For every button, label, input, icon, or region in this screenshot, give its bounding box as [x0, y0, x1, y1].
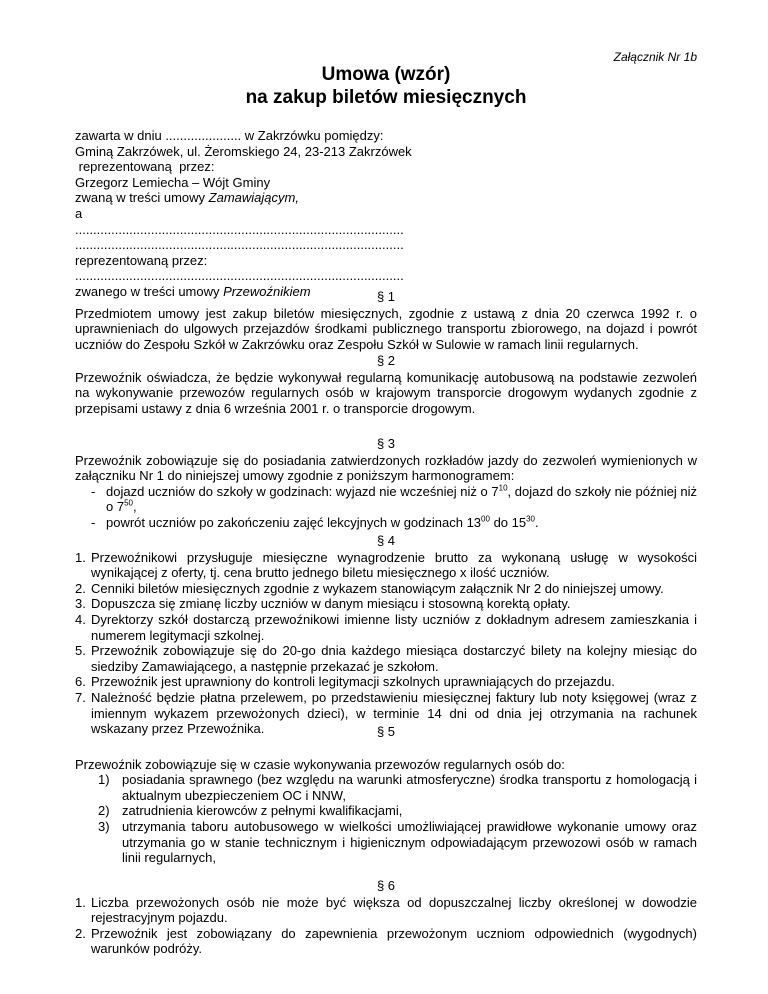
list-marker: -	[91, 483, 96, 499]
intro-text: zwaną w treści umowy	[75, 190, 209, 206]
list-item: 1) posiadania sprawnego (bez względu na warunki atmosferyczne) środka transportu z homologacją i aktualnym ubezpieczeniem OC i NNW,	[98, 772, 697, 803]
section-heading: § 3	[376, 436, 396, 451]
fill-in-line: ...........................................................................................	[75, 268, 404, 284]
intro-line: a	[75, 205, 83, 221]
party-name-carrier: Przewoźnikiem	[223, 283, 311, 299]
document-subtitle: na zakup biletów miesięcznych	[245, 87, 527, 108]
numbered-list	[75, 895, 697, 957]
list-item: 3) utrzymania taboru autobusowego w wielkości umożliwiającej prawidłowe wykonanie umowy oraz utrzymania go w stanie technicznym i higienicznym odpowiadającym przewozowi osób w ramach linii regularnych,	[98, 818, 697, 866]
list-item: 4. Dyrektorzy szkół dostarczą przewoźnikowi imienne listy uczniów z dokładnym adresem zamieszkania i numerem legitymacji szkolnej.	[75, 611, 697, 643]
list-item: 7. Należność będzie płatna przelewem, po przedstawieniu miesięcznej faktury lub noty księgowej (wraz z imiennym wykazem przewożonych dzieci), w terminie 14 dni od dnia jej otrzymania na rachunek wskazany przez Przewoźnika.	[75, 689, 697, 737]
intro-line: zawarta w dniu ..................... w Zakrzówku pomiędzy:	[75, 128, 384, 143]
section-2	[75, 353, 697, 416]
list-item: - dojazd uczniów do szkoły w godzinach: wyjazd nie wcześniej niż o $7^{10}$, dojazd do szkoły nie później niż o $7^{50}$,	[91, 483, 697, 515]
list-item: 1. Przewoźnikowi przysługuje miesięczne wynagrodzenie brutto za wykonaną usługę w wysokości wynikającej z oferty, tj. cena brutto jednego biletu miesięcznego x ilość uczniów.	[75, 549, 697, 581]
annex-label: Załącznik Nr 1b	[613, 50, 697, 64]
numbered-list	[75, 550, 697, 737]
party-name-ordering: Zamawiającym,	[208, 190, 299, 206]
list-item: 1. Liczba przewożonych osób nie może być większa od dopuszczalnej liczby określonej w dowodzie rejestracyjnym pojazdu.	[75, 894, 697, 926]
obligations-list	[75, 772, 697, 866]
section-text: Przewoźnik zobowiązuje się w czasie wykonywania przewozów regularnych osób do:	[75, 756, 565, 772]
section-text: Przewoźnik oświadcza, że będzie wykonywał regularną komunikację autobusową na podstawie zezwoleń na wykonywanie przewozów regularnych osób w krajowym transporcie drogowym wydanych zgodnie z przepisami ustawy z dnia 6 września 2001 r. o transporcie drogowym.	[75, 369, 697, 416]
section-1	[75, 289, 697, 352]
intro-text: zwanego w treści umowy	[75, 283, 224, 299]
document-title: Umowa (wzór)	[321, 64, 451, 85]
schedule-list	[75, 484, 697, 531]
list-item: 3. Dopuszcza się zmianę liczby uczniów w danym miesiącu i stosowną korektą opłaty.	[75, 596, 571, 612]
list-item: 2. Przewoźnik jest zobowiązany do zapewnienia przewożonym uczniom odpowiednich (wygodnych) warunków podróży.	[75, 925, 697, 957]
list-item: - powrót uczniów po zakończeniu zajęć lekcyjnych w godzinach $13^{00}$ do $15^{30}$.	[91, 514, 539, 530]
section-heading: § 5	[376, 724, 396, 739]
fill-in-line: ...........................................................................................	[75, 237, 404, 253]
section-4	[75, 533, 697, 737]
section-5	[75, 724, 697, 866]
section-text: Przewoźnik zobowiązuje się do posiadania zatwierdzonych rozkładów jazdy do zezwoleń wymienionych w załączniku Nr 1 do niniejszej umowy zgodnie z poniższym harmonogramem:	[75, 452, 697, 484]
section-text: Przedmiotem umowy jest zakup biletów miesięcznych, zgodnie z ustawą z dnia 20 czerwca 1992 r. o uprawnieniach do ulgowych przejazdów środkami publicznego transportu zbiorowego, na dojazd i powrót uczniów do Zespołu Szkół w Zakrzówku oraz Zespołu Szkół w Sulowie w ramach linii regularnych.	[75, 305, 697, 352]
fill-in-line: ...........................................................................................	[75, 221, 404, 237]
intro-line: reprezentowaną przez:	[75, 159, 215, 175]
section-heading: § 1	[376, 289, 396, 304]
list-item: 5. Przewoźnik zobowiązuje się do 20-go dnia każdego miesiąca dostarczyć bilety na kolejny miesiąc do siedziby Zamawiającego, a następnie przekazać je szkołom.	[75, 643, 697, 674]
contract-parties	[75, 128, 412, 300]
section-6	[75, 878, 697, 957]
list-item: 2. Cenniki biletów miesięcznych zgodnie z wykazem stanowiącym załącznik Nr 2 do niniejszej umowy.	[75, 580, 664, 596]
section-heading: § 4	[376, 533, 396, 548]
section-heading: § 6	[376, 878, 396, 893]
list-item: 2) zatrudnienia kierowców z pełnymi kwalifikacjami,	[98, 803, 403, 819]
section-3	[75, 436, 697, 531]
list-item: 6. Przewoźnik jest uprawniony do kontroli legitymacji szkolnych uprawniających do przejazdu.	[75, 674, 615, 690]
intro-line	[75, 190, 412, 206]
list-marker: -	[91, 514, 96, 530]
intro-line: reprezentowaną przez:	[75, 252, 208, 268]
intro-line: Grzegorz Lemiecha – Wójt Gminy	[75, 174, 271, 190]
section-heading: § 2	[376, 353, 396, 368]
intro-line: Gminą Zakrzówek, ul. Żeromskiego 24, 23-213 Zakrzówek	[75, 143, 412, 159]
